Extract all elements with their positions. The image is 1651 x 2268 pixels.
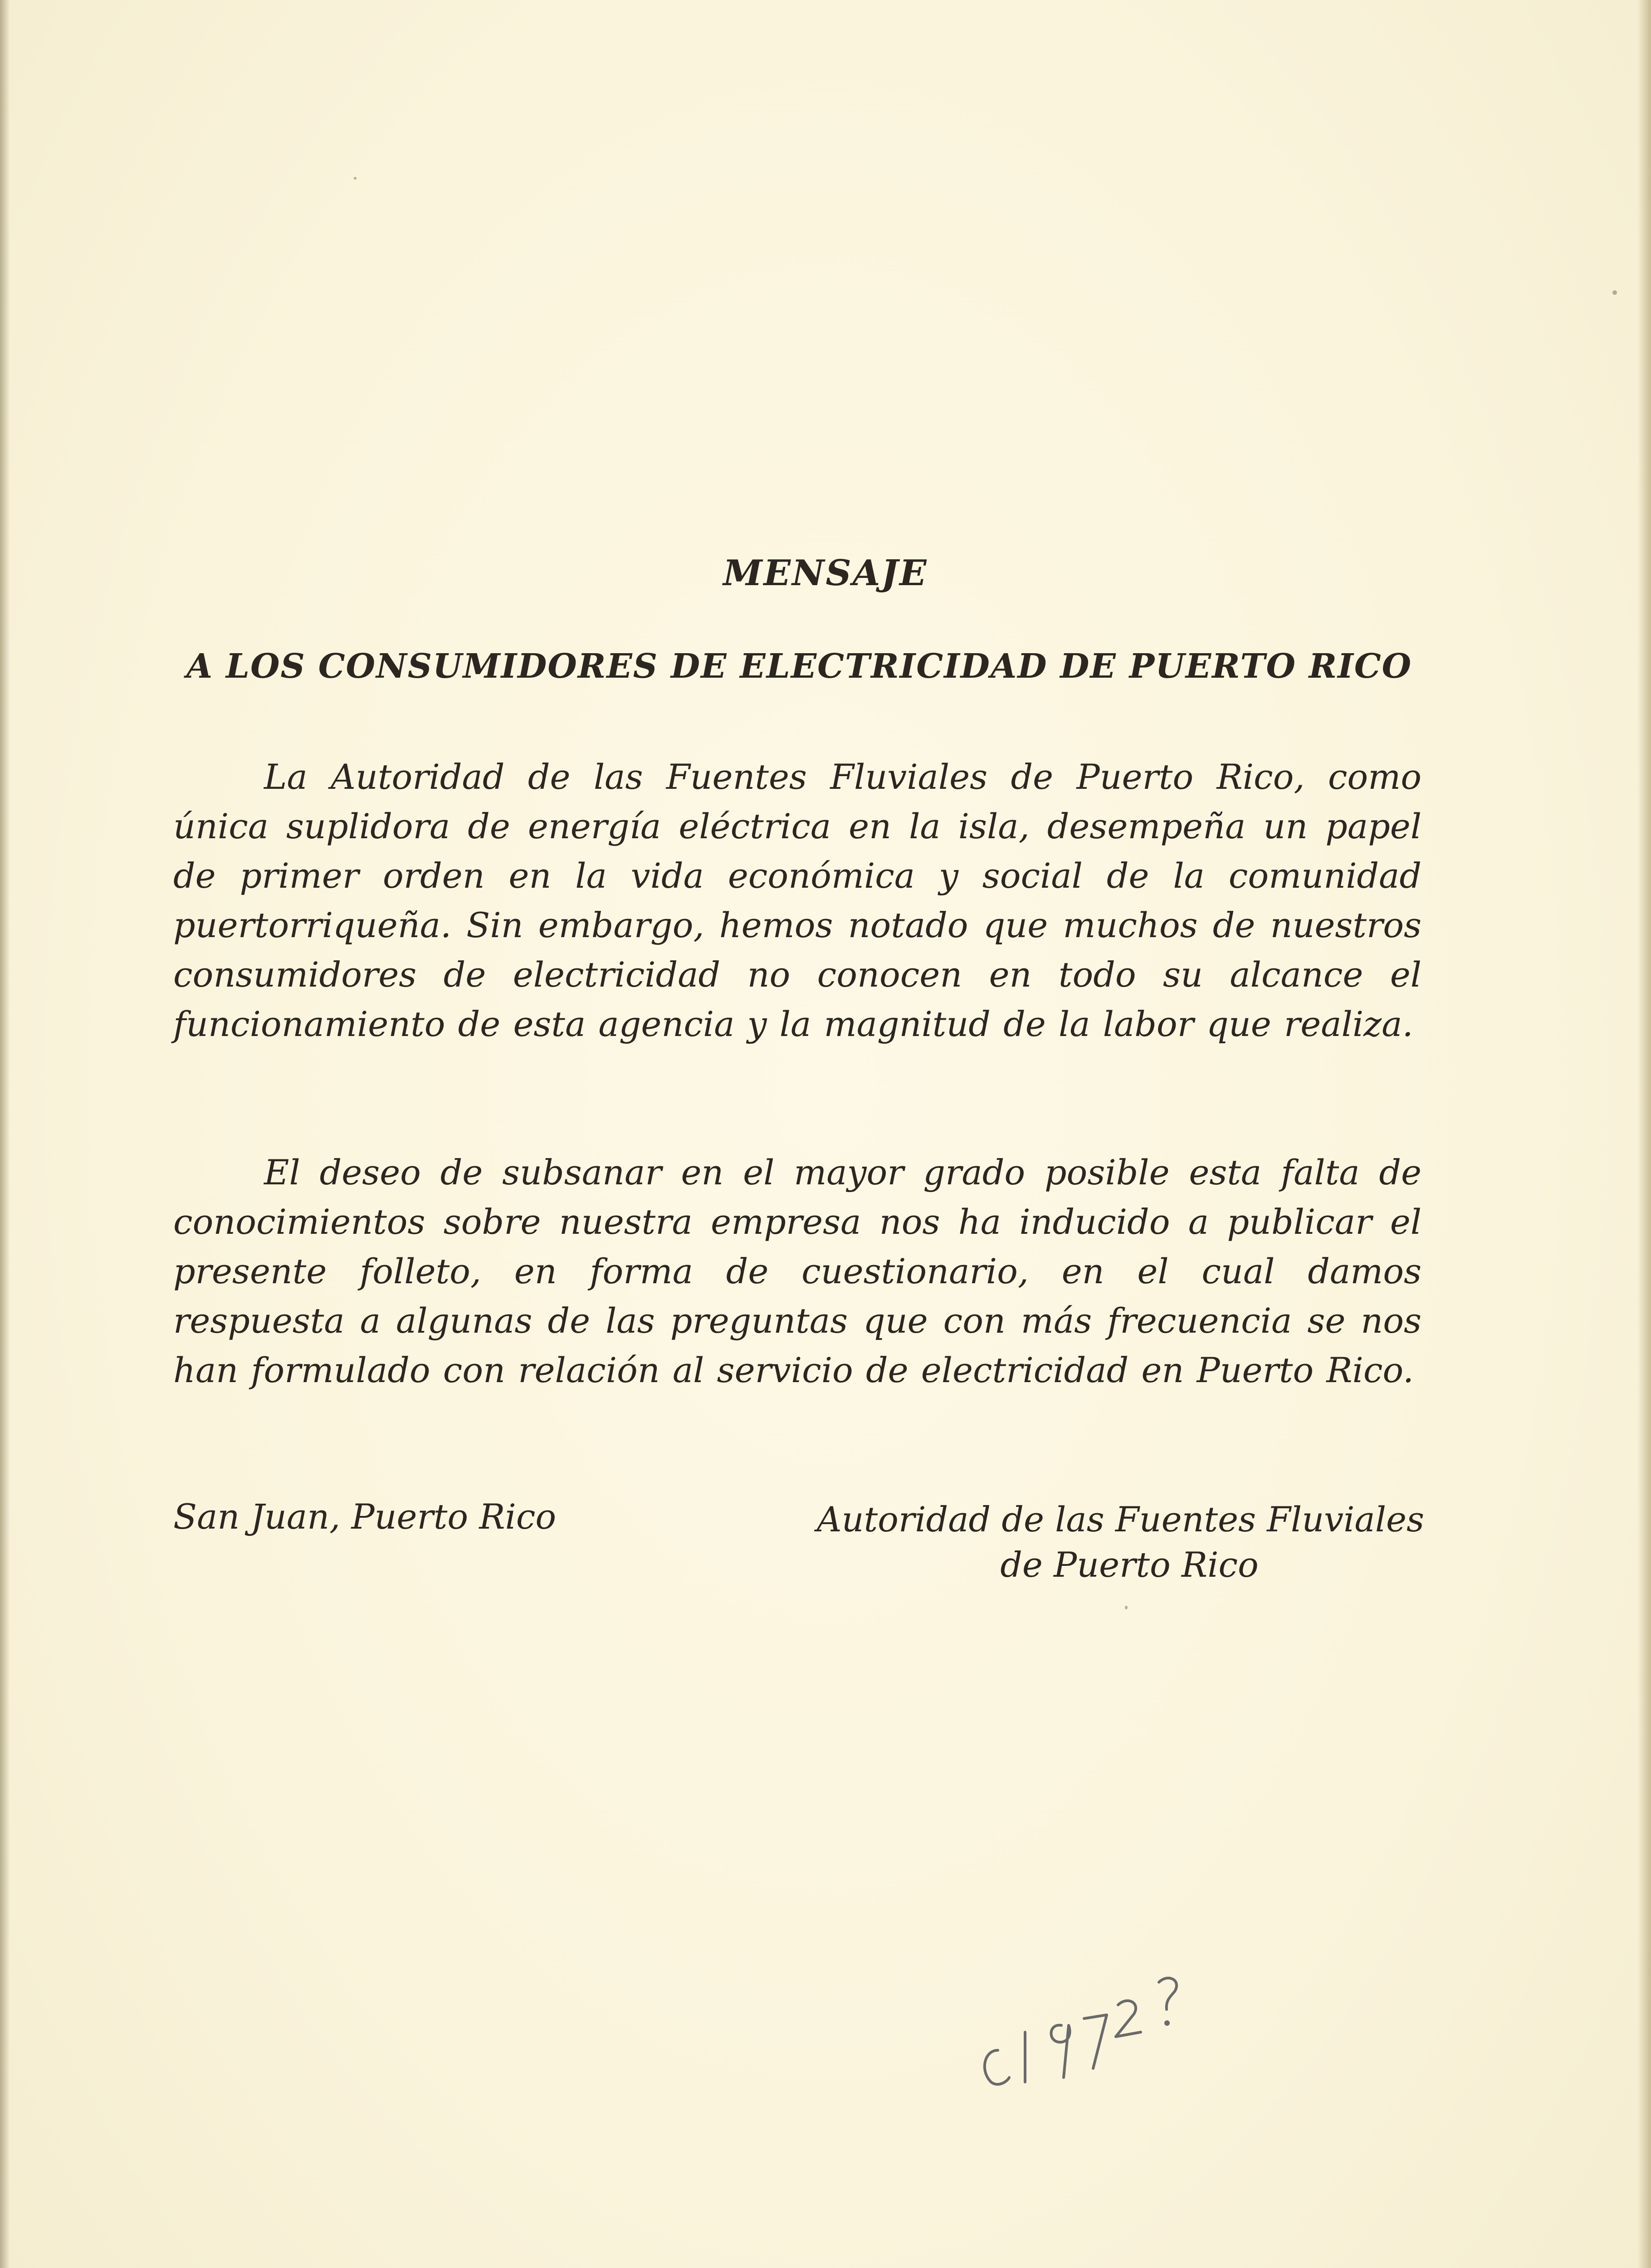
- page-title: MENSAJE: [723, 552, 928, 594]
- signature-line: de Puerto Rico: [1000, 1545, 1259, 1585]
- paper-speck: [1612, 290, 1617, 295]
- body-paragraph: El deseo de subsanar en el mayor grado posible esta falta de conocimientos sobre nuestra empresa nos ha inducido a publicar el presente folleto, en forma de cuestionario, en el cual damos respuesta a algunas de las preguntas que con más frecuencia se nos han formulado con relación al servicio de electricidad en Puerto Rico.: [173, 1152, 1421, 1390]
- page-subtitle: A LOS CONSUMIDORES DE ELECTRICIDAD DE PUERTO RICO: [186, 647, 1412, 686]
- page-edge-left: [0, 0, 10, 2268]
- signature-line: Autoridad de las Fuentes Fluviales: [816, 1499, 1424, 1540]
- signature-block: [780, 1497, 1424, 1588]
- paper-speck: [354, 177, 357, 180]
- handwritten-date-note: [966, 1946, 1202, 2096]
- place-line: San Juan, Puerto Rico: [173, 1496, 557, 1537]
- body-paragraph: La Autoridad de las Fuentes Fluviales de Puerto Rico, como única suplidora de energía eléctrica en la isla, desempeña un papel de primer orden en la vida económica y social de la comunidad puertorriqueña. Sin embargo, hemos notado que muchos de nuestros consumidores de electricidad no conocen en todo su alcance el funcionamiento de esta agencia y la magnitud de la labor que realiza.: [173, 757, 1421, 1044]
- page-edge-right: [1637, 0, 1651, 2268]
- handwriting-drawing: [966, 1946, 1202, 2096]
- paper-speck: [1125, 1606, 1128, 1609]
